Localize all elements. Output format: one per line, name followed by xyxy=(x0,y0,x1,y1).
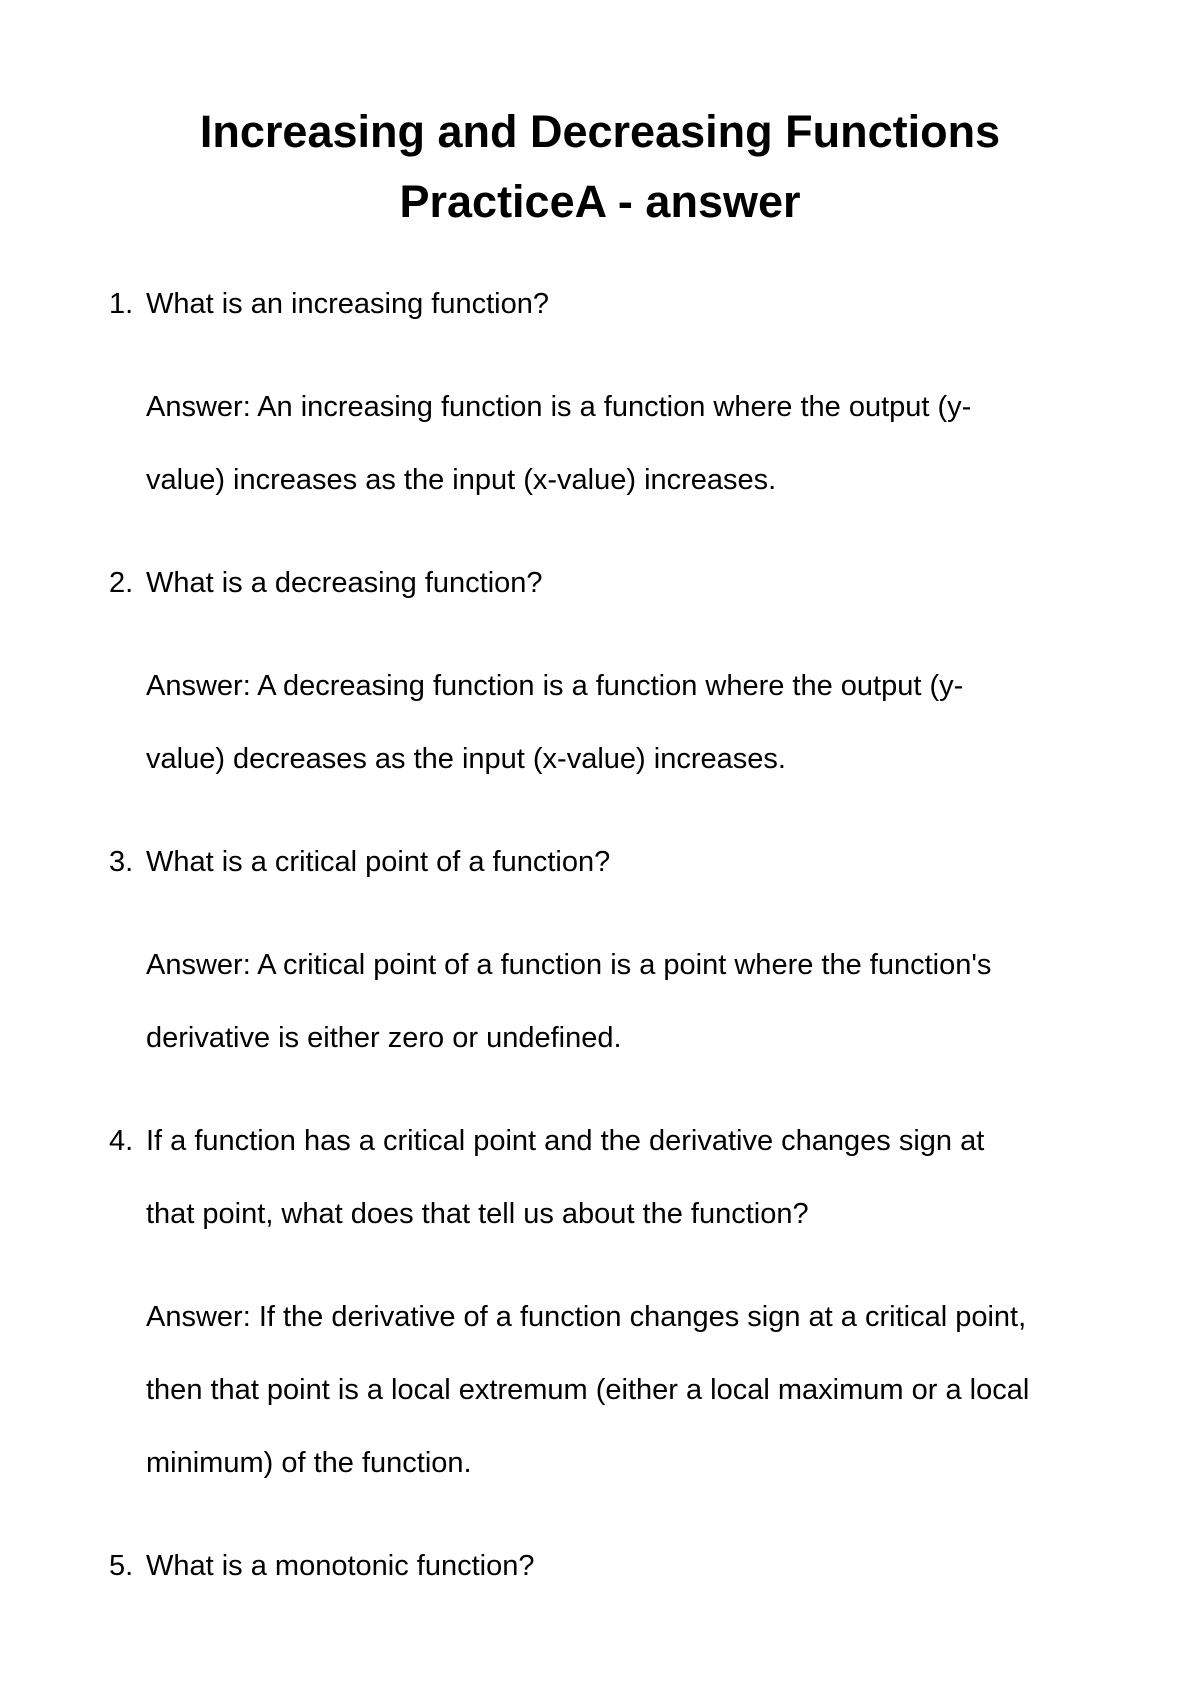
question-text: What is a monotonic function? xyxy=(146,1550,535,1582)
question-3 xyxy=(109,845,1129,879)
document-subtitle: PracticeA - answer xyxy=(399,176,801,227)
answer-4-line-1: Answer: If the derivative of a function changes sign at a critical point, xyxy=(146,1301,1027,1333)
question-number: 3. xyxy=(109,846,134,878)
answer-4-line-3: minimum) of the function. xyxy=(146,1447,472,1479)
answer-1-line-2: value) increases as the input (x-value) increases. xyxy=(146,464,777,496)
question-text: What is a decreasing function? xyxy=(146,567,543,599)
question-number: 2. xyxy=(109,567,134,599)
question-number: 5. xyxy=(109,1550,134,1582)
answer-1-line-1: Answer: An increasing function is a function where the output (y- xyxy=(146,391,972,423)
question-number: 1. xyxy=(109,288,134,320)
question-text: If a function has a critical point and the derivative changes sign at xyxy=(146,1125,985,1157)
question-text: What is an increasing function? xyxy=(146,288,549,320)
answer-2-line-2: value) decreases as the input (x-value) increases. xyxy=(146,743,786,775)
answer-3-line-1: Answer: A critical point of a function is a point where the function's xyxy=(146,949,992,981)
question-5 xyxy=(109,1549,1129,1583)
answer-4-line-2: then that point is a local extremum (either a local maximum or a local xyxy=(146,1374,1030,1406)
question-number: 4. xyxy=(109,1125,134,1157)
question-1 xyxy=(109,287,1129,321)
question-4 xyxy=(109,1124,1129,1158)
question-2 xyxy=(109,566,1129,600)
answer-2-line-1: Answer: A decreasing function is a function where the output (y- xyxy=(146,670,964,702)
question-4-line-2: that point, what does that tell us about the function? xyxy=(146,1198,809,1230)
document-title: Increasing and Decreasing Functions xyxy=(199,106,1001,157)
answer-3-line-2: derivative is either zero or undefined. xyxy=(146,1022,622,1054)
question-text: What is a critical point of a function? xyxy=(146,846,611,878)
